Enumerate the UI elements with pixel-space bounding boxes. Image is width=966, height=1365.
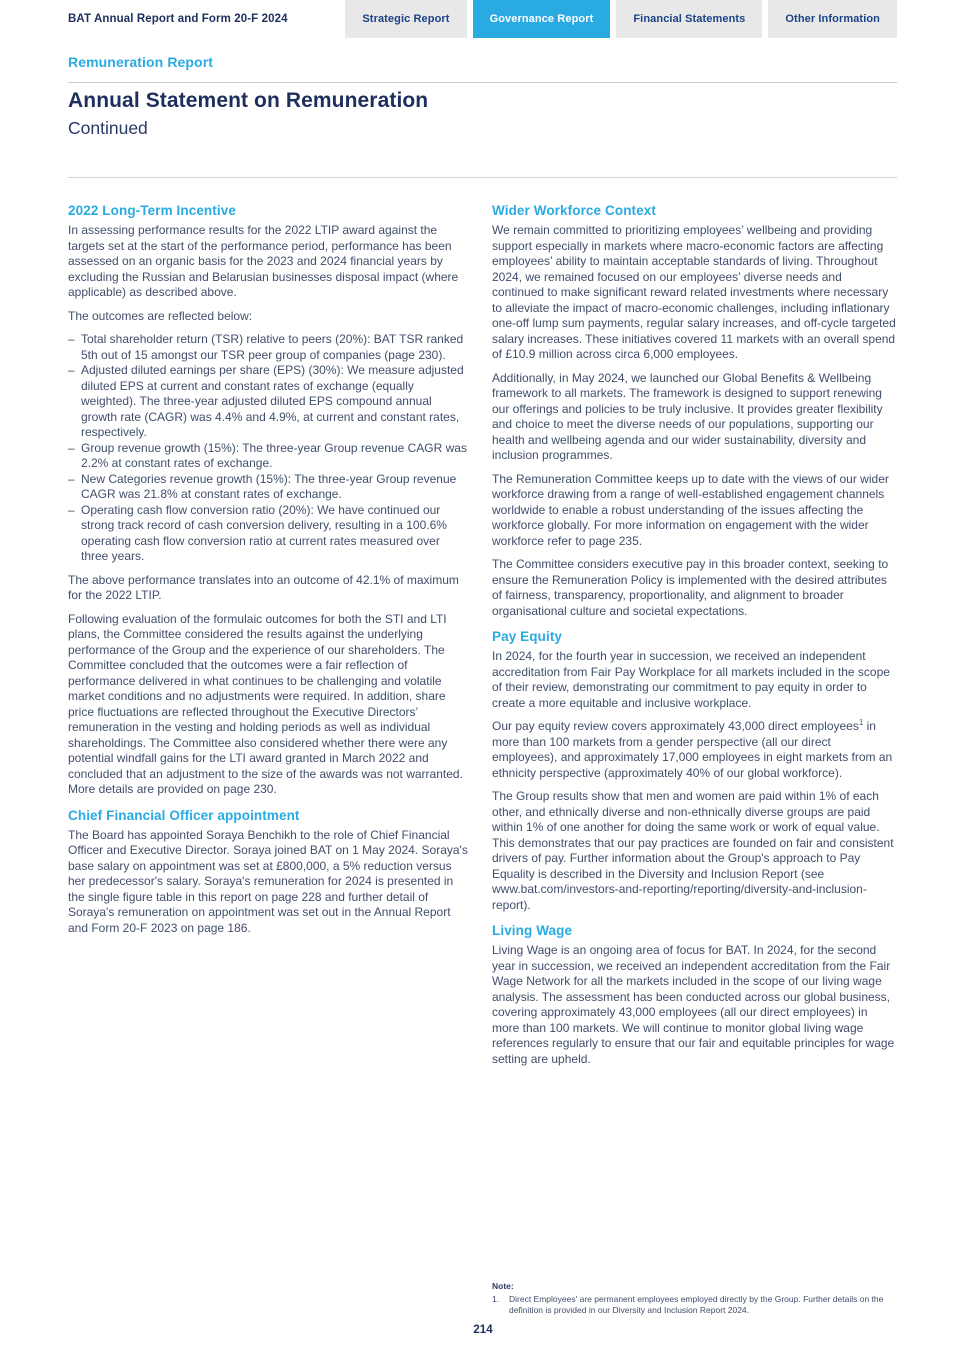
list-item	[68, 363, 470, 441]
report-section-label: Remuneration Report	[68, 54, 214, 70]
tab-other-information[interactable]: Other Information	[768, 0, 897, 38]
pay-equity-paragraph-1: In 2024, for the fourth year in succession, we received an independent accreditation from Fair Pay Workplace for all markets included in the scope of their review, demonstrating our commitment to pay equity in order to create a more equitable and inclusive workplace.	[492, 649, 890, 710]
footnote-text: Direct Employees' are permanent employees employed directly by the Group. Further details on the definition is provided in our Diversity and Inclusion Report 2024.	[509, 1294, 884, 1315]
dash-bullet: –	[68, 363, 75, 377]
wider-workforce-paragraph-2: Additionally, in May 2024, we launched our Global Benefits & Wellbeing framework to all markets. The framework is designed to support renewing our offerings and policies to be truly inclusive. It provides greater flexibility and choice to meet the diverse needs of our populations, supporting our health and wellbeing agenda and our wider sustainability, diversity and inclusion programmes.	[492, 370, 883, 462]
lti-paragraph-3: The above performance translates into an outcome of 42.1% of maximum for the 2022 LTIP.	[68, 572, 459, 602]
page-number: 214	[473, 1324, 493, 1336]
dash-bullet: –	[68, 440, 75, 455]
footnote-item-1	[492, 1294, 892, 1316]
page-title: Annual Statement on Remuneration	[68, 89, 429, 112]
dash-bullet: –	[68, 502, 75, 517]
heading-wider-workforce-context: Wider Workforce Context	[492, 203, 656, 218]
list-item	[68, 472, 470, 503]
living-wage-paragraph-1: Living Wage is an ongoing area of focus for BAT. In 2024, for the second year in succession, we received an independent accreditation from the Fair Wage Network for all the markets included in the scope of our living wage analysis. The assessment has been conducted across our global business, covering approximately 43,000 employees (all our direct employees) in more than 100 markets. We will continue to monitor global living wage references regularly to ensure that our fair and equitable principles for wage setting are upheld.	[492, 943, 895, 1066]
dash-bullet: –	[68, 471, 75, 486]
list-item-text: Total shareholder return (TSR) relative to peers (20%): BAT TSR ranked 5th out of 15 amongst our TSR peer group of companies (page 230).	[81, 332, 464, 362]
lti-outcomes-list	[68, 332, 470, 565]
pay-equity-paragraph-2-continued: in more than 100 markets from a gender perspective (all our direct employees), and approximately 17,000 employees in eight markets from an ethnicity perspective (approximately 40% of our global workforce).	[492, 719, 893, 780]
lti-paragraph-4: Following evaluation of the formulaic outcomes for both the STI and LTI plans, the Committee considered the results against the underlying performance of the Group and the experience of our shareholders. The Committee concluded that the outcomes were a fair reflection of performance delivered in what continues to be challenging and volatile market conditions and no adjustments were required. In addition, share price fluctuations are reflected throughout the Executive Directors’ remuneration in the vesting and holding periods as well as individual shareholdings. The Committee also considered whether there were any potential windfall gains for the LTI award granted in March 2022 and concluded that an adjustment to the size of the awards was not warranted. More details are provided on page 230.	[68, 611, 463, 796]
lti-paragraph-1: In assessing performance results for the 2022 LTIP award against the targets set at the start of the performance period, performance has been assessed on an organic basis for the 2023 and 2024 financial years by excluding the Russian and Belarusian businesses disposal impact (where applicable) as described above.	[68, 223, 459, 299]
pay-equity-paragraph-3: The Group results show that men and women are paid within 1% of each other, and ethnically diverse and non-ethnically diverse groups are paid within 1% of one another for doing the same work or work of equal value. This demonstrates that our pay practices are founded on fair and consistent drivers of pay. Further information about the Group's approach to Pay Equality is described in the Diversity and Inclusion Report (see www.bat.com/investors-and-reporting/reporting/diversity-and-inclusion-report).	[492, 789, 894, 912]
heading-cfo-appointment: Chief Financial Officer appointment	[68, 807, 300, 823]
content-columns	[68, 203, 897, 1075]
heading-living-wage: Living Wage	[492, 923, 573, 938]
list-item	[68, 441, 470, 472]
footnote-reference-1: 1	[858, 718, 864, 727]
tab-governance-report[interactable]: Governance Report	[473, 0, 611, 38]
dash-bullet: –	[68, 332, 75, 346]
list-item-text: New Categories revenue growth (15%): The three-year Group revenue CAGR was 21.8% at constant rates of exchange.	[81, 471, 457, 501]
right-column	[492, 203, 897, 1075]
tab-strategic-report[interactable]: Strategic Report	[345, 0, 466, 38]
divider-top	[68, 82, 897, 83]
heading-pay-equity: Pay Equity	[492, 629, 563, 644]
footnote-block	[492, 1281, 892, 1316]
pay-equity-paragraph-2	[492, 719, 897, 781]
lti-paragraph-2: The outcomes are reflected below:	[68, 308, 253, 323]
tab-financial-statements[interactable]: Financial Statements	[616, 0, 762, 38]
heading-2022-long-term-incentive: 2022 Long-Term Incentive	[68, 203, 236, 218]
cfo-paragraph-1: The Board has appointed Soraya Benchikh to the role of Chief Financial Officer and Executive Director. Soraya joined BAT on 1 May 2024. Soraya's base salary on appointment was set at £800,000, a 5% reduction versus her predecessor's salary. Soraya's remuneration for 2024 is presented in the single figure table in this report on page 228 and further detail of Soraya's remuneration on appointment was set out in the Annual Report and Form 20-F 2023 on page 186.	[68, 827, 468, 935]
list-item-text: Adjusted diluted earnings per share (EPS) (30%): We measure adjusted diluted EPS at current and constant rates of exchange (equally weighted). The three-year adjusted diluted EPS compound annual growth rate (CAGR) was 4.4% and 4.9%, at current and constant rates, respectively.	[81, 363, 464, 439]
wider-workforce-paragraph-3: The Remuneration Committee keeps up to date with the views of our wider workforce drawing from a range of well-established engagement channels worldwide to enable a robust understanding of the issues affecting the workforce globally. For more information on engagement with the wider workforce refer to page 235.	[492, 471, 889, 548]
wider-workforce-paragraph-1: We remain committed to prioritizing employees’ wellbeing and providing support especially in markets where macro-economic factors are affecting employees’ ability to maintain acceptable standards of living. Throughout 2024, we remained focused on our employees’ diverse needs and continued to make significant reward related investments where necessary to alleviate the impact of macro-economic challenges, including inflationary one-off lump sum payments, regular salary increases, and off-cycle targeted salary increases. These initiatives covered 11 markets with an overall spend of £10.9 million across circa 6,000 employees.	[492, 223, 896, 361]
page-subtitle: Continued	[68, 118, 148, 138]
list-item-text: Operating cash flow conversion ratio (20%): We have continued our strong track record of cash conversion delivery, resulting in a 100.6% operating cash flow conversion ratio at current rates measured over three years.	[81, 502, 447, 563]
pay-equity-paragraph-2-text: Our pay equity review covers approximately 43,000 direct employees	[492, 719, 859, 733]
header-bar	[0, 0, 966, 38]
left-column	[68, 203, 470, 1075]
footnote-heading: Note:	[492, 1281, 514, 1291]
divider-content	[68, 177, 897, 178]
list-item	[68, 332, 470, 363]
list-item	[68, 503, 470, 565]
document-title: BAT Annual Report and Form 20-F 2024	[68, 13, 288, 25]
section-tabs	[345, 0, 897, 38]
wider-workforce-paragraph-4: The Committee considers executive pay in this broader context, seeking to ensure the Remuneration Policy is implemented with the desired attributes of fairness, transparency, proportionality, and alignment to broader organisational culture and societal expectations.	[492, 557, 889, 618]
footnote-number: 1.	[492, 1294, 500, 1304]
list-item-text: Group revenue growth (15%): The three-year Group revenue CAGR was 2.2% at constant rates of exchange.	[81, 440, 467, 470]
